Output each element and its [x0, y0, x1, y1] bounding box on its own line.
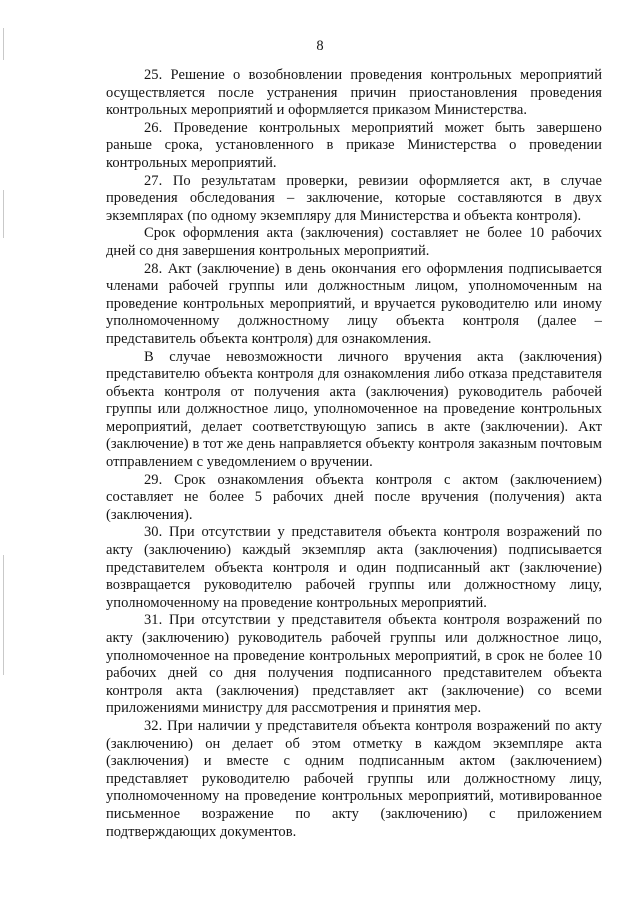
paragraph-25: 25. Решение о возобновлении проведения контрольных мероприятий осуществляется после устранения причин приостановления проведения контрольных мероприятий и оформляется приказом Министерства.: [106, 67, 602, 119]
paragraph-29: 29. Срок ознакомления объекта контроля с актом (заключением) составляет не более 5 рабочих дней после вручения (получения) акта (заключения).: [106, 471, 602, 523]
paragraph-28: 28. Акт (заключение) в день окончания его оформления подписывается членами рабочей группы или должностным лицом, уполномоченным на проведение контрольных мероприятий, и вручается руководителю или иному уполномоченному должностному лицу объекта контроля (далее – представитель объекта контроля) для ознакомления.: [106, 260, 602, 347]
paragraph-26: 26. Проведение контрольных мероприятий может быть завершено раньше срока, установленного в приказе Министерства о проведении контрольных мероприятий.: [106, 119, 602, 171]
paragraph-28-delivery: В случае невозможности личного вручения акта (заключения) представителю объекта контроля для ознакомления либо отказа представителя объекта контроля от получения акта (заключения) руководитель рабочей группы или должностное лицо, уполномоченное на проведение контрольных мероприятий, делает соответствующую запись в акте (заключении). Акт (заключение) в тот же день направляется объекту контроля заказным почтовым отправлением с уведомлением о вручении.: [106, 348, 602, 471]
paragraph-31: 31. При отсутствии у представителя объекта контроля возражений по акту (заключению) руководитель рабочей группы или должностное лицо, уполномоченное на проведение контрольных мероприятий, в срок не более 10 рабочих дней со дня получения подписанного представителем объекта контроля акта (заключения) представляет акт (заключение) со всеми приложениями министру для рассмотрения и принятия мер.: [106, 612, 602, 717]
paragraph-32: 32. При наличии у представителя объекта контроля возражений по акту (заключению) он делает об этом отметку в каждом экземпляре акта (заключения) и вместе с одним подписанным актом (заключением) представляет руководителю рабочей группы или должностному лицу, уполномоченному на проведение контрольных мероприятий, мотивированное письменное возражение по акту (заключению) с приложением подтверждающих документов.: [106, 717, 602, 840]
paragraph-27-term: Срок оформления акта (заключения) составляет не более 10 рабочих дней со дня завершения контрольных мероприятий.: [106, 225, 602, 259]
page-number: 8: [316, 38, 324, 54]
scan-margin-marks: [3, 0, 9, 905]
paragraph-30: 30. При отсутствии у представителя объекта контроля возражений по акту (заключению) каждый экземпляр акта (заключения) подписывается представителем объекта контроля и один подписанный акт (заключение) возвращается руководителю рабочей группы или должностному лицу, уполномоченному на проведение контрольных мероприятий.: [106, 524, 602, 611]
paragraph-27: 27. По результатам проверки, ревизии оформляется акт, в случае проведения обследования – заключение, которые составляются в двух экземплярах (по одному экземпляру для Министерства и объекта контроля).: [106, 172, 602, 224]
document-body: [106, 67, 602, 841]
